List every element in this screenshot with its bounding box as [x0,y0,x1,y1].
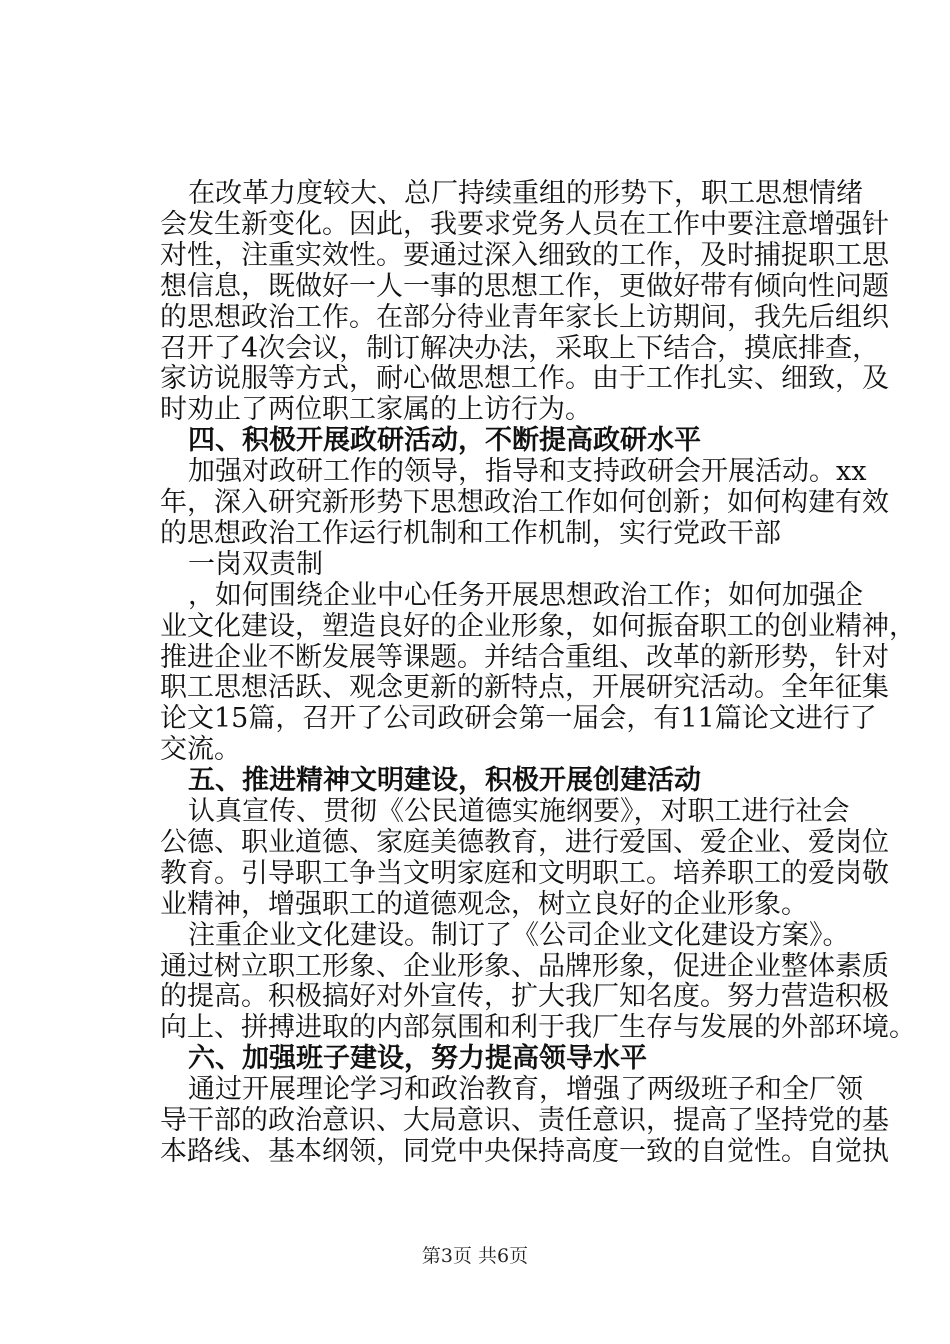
paragraph-line: 时劝止了两位职工家属的上访行为。 [160,394,592,426]
paragraph-line: 的提高。积极搞好对外宣传，扩大我厂知名度。努力营造积极 [160,981,889,1013]
paragraph-line: 导干部的政治意识、大局意识、责任意识，提高了坚持党的基 [160,1105,889,1136]
paragraph-line: 加强对政研工作的领导，指导和支持政研会开展活动。xx [188,456,867,488]
paragraph-line: 向上、拼搏进取的内部氛围和利于我厂生存与发展的外部环境。 [160,1012,916,1044]
paragraph-line: 在改革力度较大、总厂持续重组的形势下，职工思想情绪 [188,178,863,209]
paragraph-line: 年，深入研究新形势下思想政治工作如何创新；如何构建有效 [160,487,889,518]
paragraph-line: 业精神，增强职工的道德观念，树立良好的企业形象。 [160,888,808,920]
paragraph-line: 召开了4次会议，制订解决办法，采取上下结合，摸底排查， [160,332,880,364]
paragraph-line: 通过树立职工形象、企业形象、品牌形象，促进企业整体素质 [160,950,889,982]
paragraph-line: 职工思想活跃、观念更新的新特点，开展研究活动。全年征集 [160,672,889,704]
paragraph-line: 业文化建设，塑造良好的企业形象，如何振奋职工的创业精神， [160,610,916,642]
section-heading: 六、加强班子建设，努力提高领导水平 [188,1043,647,1075]
paragraph-line: 对性，注重实效性。要通过深入细致的工作，及时捕捉职工思 [160,239,889,271]
section-heading: 五、推进精神文明建设，积极开展创建活动 [188,765,701,797]
paragraph-line: 交流。 [160,734,241,766]
section-heading: 四、积极开展政研活动，不断提高政研水平 [188,425,701,457]
paragraph-line: 注重企业文化建设。制订了《公司企业文化建设方案》。 [188,919,850,951]
paragraph-line: 本路线、基本纲领，同党中央保持高度一致的自觉性。自觉执 [160,1135,889,1167]
paragraph-line: 会发生新变化。因此，我要求党务人员在工作中要注意增强针 [160,208,889,240]
paragraph-line: 家访说服等方式，耐心做思想工作。由于工作扎实、细致，及 [160,363,889,395]
paragraph-line: ，如何围绕企业中心任务开展思想政治工作；如何加强企 [188,579,863,611]
paragraph-line: 公德、职业道德、家庭美德教育，进行爱国、爱企业、爱岗位 [160,826,889,858]
paragraph-line: 论文15篇，召开了公司政研会第一届会，有11篇论文进行了 [160,703,877,735]
paragraph-line: 的思想政治工作。在部分待业青年家长上访期间，我先后组织 [160,301,889,333]
paragraph-line: 想信息，既做好一人一事的思想工作，更做好带有倾向性问题 [160,270,889,302]
paragraph-line: 通过开展理论学习和政治教育，增强了两级班子和全厂领 [188,1074,863,1106]
page-footer: 第3页 共6页 [421,1245,529,1267]
paragraph-line: 一岗双责制 [188,548,323,580]
paragraph-line: 推进企业不断发展等课题。并结合重组、改革的新形势，针对 [160,641,889,673]
paragraph-line: 认真宣传、贯彻《公民道德实施纲要》，对职工进行社会 [188,796,850,827]
paragraph-line: 教育。引导职工争当文明家庭和文明职工。培养职工的爱岗敬 [160,857,889,889]
paragraph-line: 的思想政治工作运行机制和工作机制，实行党政干部 [160,517,781,549]
